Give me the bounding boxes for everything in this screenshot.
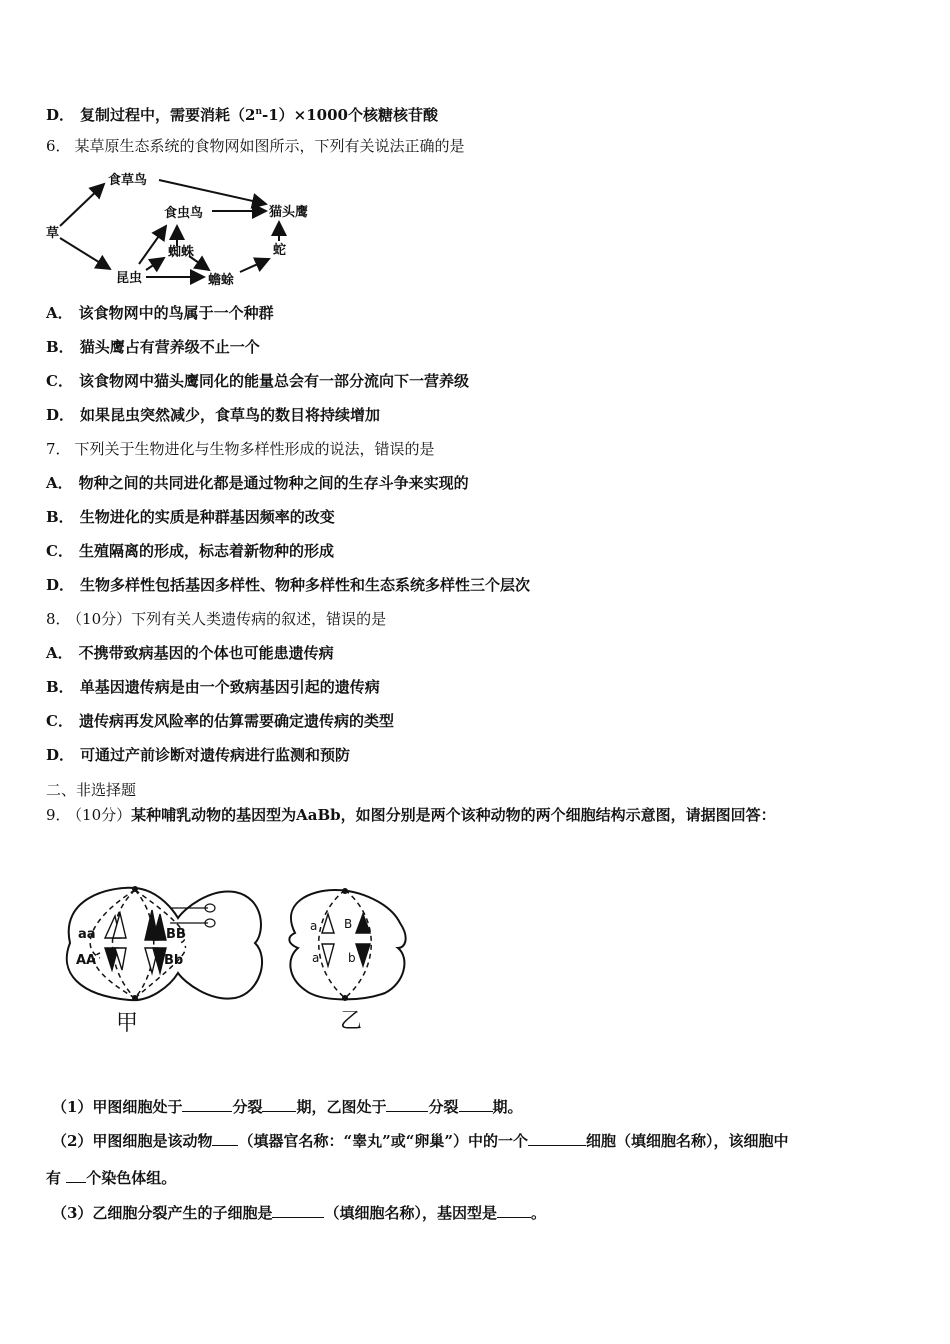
cell-diagrams — [60, 878, 420, 1038]
option-text: 该食物网中的鸟属于一个种群 — [78, 304, 274, 322]
option-label: D． — [46, 576, 75, 594]
q7-option-d — [46, 575, 530, 595]
q6-option-d — [46, 405, 380, 425]
option-text: 猫头鹰占有营养级不止一个 — [79, 338, 260, 356]
sub2-text-a: （2）甲图细胞是该动物 — [52, 1132, 213, 1150]
cell-yi — [289, 890, 405, 999]
arrow-toad-snake — [240, 259, 269, 272]
option-text: 生物进化的实质是种群基因频率的改变 — [79, 508, 335, 526]
q9-sub-2 — [52, 1131, 788, 1151]
option-label: B． — [46, 338, 74, 356]
question-text: 某种哺乳动物的基因型为AaBb，如图分别是两个该种动物的两个细胞结构示意图，请据图回答： — [131, 806, 776, 824]
node-grass: 草 — [46, 226, 60, 241]
sub3-text-c: 。 — [530, 1204, 546, 1222]
label-a-top: a — [310, 919, 318, 933]
caption-yi: 乙 — [340, 1009, 363, 1034]
arrow-insect-spider — [146, 258, 164, 270]
answer-blank[interactable] — [212, 1131, 238, 1146]
arrow-grass-insect — [60, 238, 110, 269]
q7-option-b — [46, 507, 335, 527]
option-label: B． — [46, 508, 74, 526]
q6-option-a — [46, 303, 274, 323]
q6-option-b — [46, 337, 260, 357]
cell-jia — [67, 888, 262, 1000]
node-snake: 蛇 — [273, 243, 287, 258]
sub1-text-b: 分裂 — [232, 1098, 263, 1116]
answer-blank[interactable] — [528, 1131, 586, 1146]
question-score: （10分） — [74, 806, 132, 824]
question-number: 7． — [46, 440, 71, 458]
node-spider: 蜘蛛 — [168, 245, 195, 260]
option-label: C． — [46, 372, 73, 390]
node-insect: 昆虫 — [116, 271, 143, 286]
question-number: 9． — [46, 806, 71, 824]
q7-option-c — [46, 541, 334, 561]
label-AA: AA — [76, 953, 97, 968]
sub2-text-c: 细胞（填细胞名称），该细胞中 — [585, 1132, 789, 1150]
question-9 — [46, 805, 776, 825]
answer-blank[interactable] — [66, 1168, 86, 1183]
question-number: 6． — [46, 137, 71, 155]
option-text: 单基因遗传病是由一个致病基因引起的遗传病 — [79, 678, 380, 696]
option-text: 生殖隔离的形成，标志着新物种的形成 — [78, 542, 334, 560]
node-toad: 蟾蜍 — [208, 273, 235, 288]
node-seedbird: 食草鸟 — [108, 173, 148, 188]
label-B: B — [344, 917, 353, 931]
q8-option-a — [46, 643, 334, 663]
q8-option-b — [46, 677, 380, 697]
question-8 — [46, 609, 386, 629]
superscript-n: n — [255, 107, 263, 117]
sub3-text-b: （填细胞名称），基因型是 — [324, 1204, 497, 1222]
option-text — [80, 106, 438, 124]
answer-blank[interactable] — [182, 1097, 232, 1112]
label-b: b — [348, 951, 356, 965]
option-text-pre: 复制过程中，需要消耗（2 — [80, 106, 256, 124]
label-Bb: Bb — [164, 953, 184, 968]
option-label: A． — [46, 644, 73, 662]
question-score: （10分） — [74, 610, 132, 628]
q8-option-d — [46, 745, 350, 765]
question-6 — [46, 136, 465, 156]
answer-blank[interactable] — [386, 1097, 428, 1112]
question-text: 下列有关人类遗传病的叙述，错误的是 — [131, 610, 387, 628]
q9-sub-1 — [52, 1097, 523, 1117]
option-label: A． — [46, 304, 73, 322]
chromosomes-jia — [105, 910, 166, 973]
sub1-text-e: 期。 — [492, 1098, 523, 1116]
answer-blank[interactable] — [272, 1203, 324, 1218]
q7-option-a — [46, 473, 469, 493]
option-text: 可通过产前诊断对遗传病进行监测和预防 — [80, 746, 351, 764]
q6-option-c — [46, 371, 469, 391]
centrosome-yi-bottom — [342, 995, 348, 1001]
option-label: D． — [46, 406, 75, 424]
option-label: D． — [46, 746, 75, 764]
option-label: A． — [46, 474, 73, 492]
sub1-text-a: （1）甲图细胞处于 — [52, 1098, 183, 1116]
node-owl: 猫头鹰 — [269, 205, 309, 220]
sub3-text-a: （3）乙细胞分裂产生的子细胞是 — [52, 1204, 273, 1222]
q5-option-d — [46, 102, 438, 125]
centrosome-yi-top — [342, 888, 348, 894]
node-insectbird: 食虫鸟 — [164, 206, 204, 221]
option-label: B． — [46, 678, 74, 696]
centrosome-top — [132, 886, 138, 892]
sub1-text-c: 期，乙图处于 — [296, 1098, 387, 1116]
option-label: C． — [46, 542, 73, 560]
question-7 — [46, 439, 435, 459]
question-text: 下列关于生物进化与生物多样性形成的说法，错误的是 — [74, 440, 435, 458]
option-text-post: -1）×1000个核糖核苷酸 — [262, 106, 438, 124]
caption-jia: 甲 — [116, 1011, 139, 1036]
label-aa: aa — [78, 927, 96, 942]
answer-blank[interactable] — [459, 1097, 493, 1112]
question-text: 某草原生态系统的食物网如图所示，下列有关说法正确的是 — [74, 137, 465, 155]
question-number: 8． — [46, 610, 71, 628]
option-label: C． — [46, 712, 73, 730]
option-text: 如果昆虫突然减少，食草鸟的数目将持续增加 — [80, 406, 381, 424]
arrow-grass-seedbird — [60, 184, 104, 226]
option-text: 不携带致病基因的个体也可能患遗传病 — [78, 644, 334, 662]
q9-sub-2-cont — [46, 1168, 176, 1188]
option-text: 物种之间的共同进化都是通过物种之间的生存斗争来实现的 — [78, 474, 469, 492]
food-web-diagram — [44, 166, 334, 296]
sub2-text-b: （填器官名称：“睾丸”或“卵巢”）中的一个 — [238, 1132, 528, 1150]
sub1-text-d: 分裂 — [428, 1098, 459, 1116]
option-text: 遗传病再发风险率的估算需要确定遗传病的类型 — [78, 712, 394, 730]
arrow-seedbird-owl — [159, 180, 266, 204]
option-label: D． — [46, 106, 75, 124]
option-text: 该食物网中猫头鹰同化的能量总会有一部分流向下一营养级 — [78, 372, 469, 390]
sub2-text-d: 有 — [46, 1169, 67, 1187]
label-BB: BB — [166, 927, 186, 942]
answer-blank[interactable] — [262, 1097, 296, 1112]
option-text: 生物多样性包括基因多样性、物种多样性和生态系统多样性三个层次 — [80, 576, 531, 594]
label-a-bottom: a — [312, 951, 320, 965]
centrosome-bottom — [132, 995, 138, 1001]
q8-option-c — [46, 711, 394, 731]
sub2-text-e: 个染色体组。 — [86, 1169, 177, 1187]
answer-blank[interactable] — [497, 1203, 531, 1218]
section-heading: 二、非选择题 — [46, 781, 137, 799]
q9-sub-3 — [52, 1203, 546, 1223]
